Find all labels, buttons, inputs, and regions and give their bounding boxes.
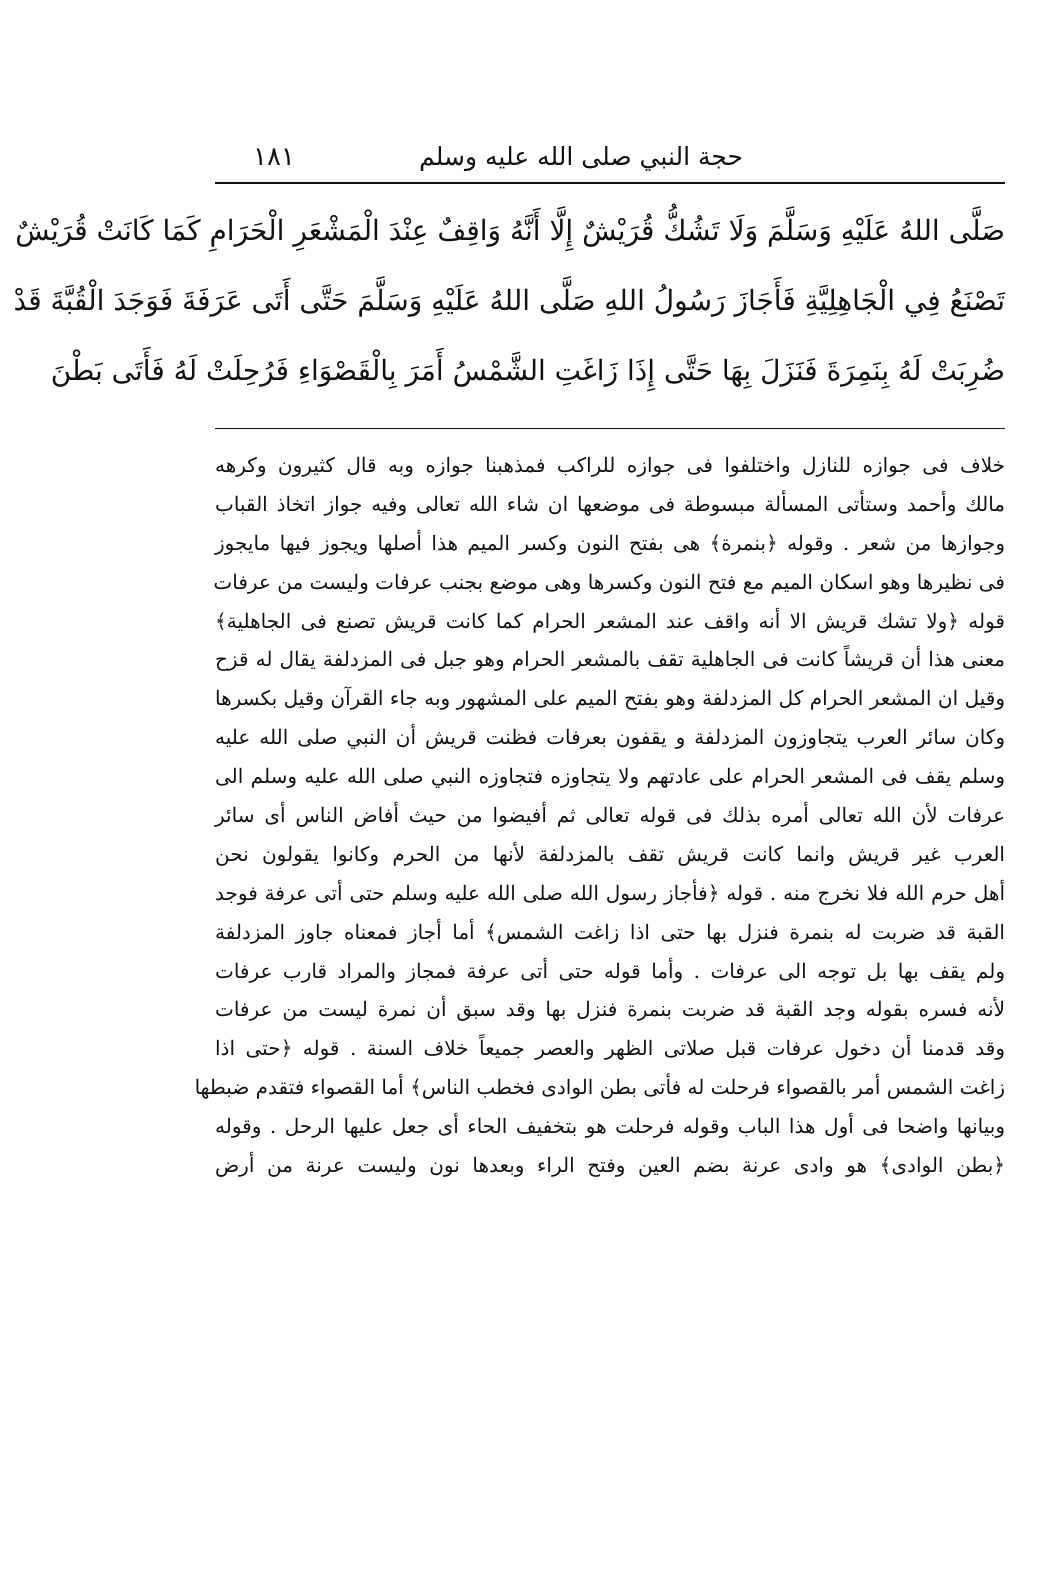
running-title: حجة النبي صلى الله عليه وسلم: [419, 142, 743, 171]
commentary-line: وقيل ان المشعر الحرام كل المزدلفة وهو بفتح الميم على المشهور وبه جاء القرآن وقيل بكسرها: [215, 686, 1005, 711]
hadith-line: تَصْنَعُ فِي الْجَاهِلِيَّةِ فَأَجَازَ رَسُولُ اللهِ صَلَّى اللهُ عَلَيْهِ وَسَلَّمَ حَتَّى أَتَى عَرَفَةَ فَوَجَدَ الْقُبَّةَ قَدْ: [13, 284, 1005, 317]
commentary-line: خلاف فى جوازه للنازل واختلفوا فى جوازه للراكب فمذهبنا جوازه وبه قال كثيرون وكرهه: [215, 453, 1005, 477]
commentary-line: زاغت الشمس أمر بالقصواء فرحلت له فأتى بطن الوادى فخطب الناس﴾ أما القصواء فتقدم ضبطها: [194, 1075, 1005, 1100]
commentary-line: القبة قد ضربت له بنمرة فنزل بها حتى اذا زاغت الشمس﴾ أما أجاز فمعناه جاوز المزدلفة: [215, 919, 1005, 944]
commentary-line: ﴿بطن الوادى﴾ هو وادى عرنة بضم العين وفتح الراء وبعدها نون وليست عرنة من أرض: [215, 1153, 1005, 1178]
commentary-line: وكان سائر العرب يتجاوزون المزدلفة و يقفون بعرفات فظنت قريش أن النبي صلى الله عليه: [215, 725, 1005, 750]
page-header: [215, 136, 1005, 180]
section-divider-rule: [215, 428, 1005, 429]
hadith-line: صَلَّى اللهُ عَلَيْهِ وَسَلَّمَ وَلَا تَشُكُّ قُرَيْشٌ إِلَّا أَنَّهُ وَاقِفٌ عِنْدَ الْمَشْعَرِ الْحَرَامِ كَمَا كَانَتْ قُرَيْشٌ: [15, 214, 1005, 247]
commentary-line: وقد قدمنا أن دخول عرفات قبل صلاتى الظهر والعصر جميعاً خلاف السنة . قوله ﴿حتى اذا: [215, 1036, 1005, 1061]
hadith-text-block: [13, 196, 1005, 406]
commentary-text-block: [194, 446, 1005, 1185]
header-rule: [215, 182, 1005, 184]
commentary-line: العرب غير قريش وانما كانت قريش تقف بالمزدلفة لأنها من الحرم وكانوا يقولون نحن: [215, 841, 1005, 866]
commentary-line: ولم يقف بها بل توجه الى عرفات . وأما قوله حتى أتى عرفة فمجاز والمراد قارب عرفات: [215, 958, 1005, 983]
commentary-line: وسلم يقف فى المشعر الحرام على عادتهم ولا يتجاوزه فتجاوزه النبي صلى الله عليه وسلم الى: [215, 764, 1005, 789]
hadith-line: ضُرِبَتْ لَهُ بِنَمِرَةَ فَنَزَلَ بِهَا حَتَّى إِذَا زَاغَتِ الشَّمْسُ أَمَرَ بِالْقَصْوَاءِ فَرُحِلَتْ لَهُ فَأَتَى بَطْنَ: [50, 354, 1005, 387]
commentary-line: وجوازها من شعر . وقوله ﴿بنمرة﴾ هى بفتح النون وكسر الميم هذا أصلها ويجوز فيها مايجوز: [215, 530, 1005, 555]
commentary-line: أهل حرم الله فلا نخرج منه . قوله ﴿فأجاز رسول الله صلى الله عليه وسلم حتى أتى عرفة فوجد: [215, 880, 1005, 905]
commentary-line: قوله ﴿ولا تشك قريش الا أنه واقف عند المشعر الحرام كما كانت قريش تصنع فى الجاهلية﴾: [215, 608, 1005, 633]
commentary-line: وبيانها واضحا فى أول هذا الباب وقوله فرحلت هو بتخفيف الحاء أى جعل عليها الرحل . وقوله: [215, 1114, 1005, 1139]
commentary-line: مالك وأحمد وستأتى المسألة مبسوطة فى موضعها ان شاء الله تعالى وفيه جواز اتخاذ القباب: [215, 491, 1005, 516]
commentary-line: عرفات لأن الله تعالى أمره بذلك فى قوله تعالى ثم أفيضوا من حيث أفاض الناس أى سائر: [215, 803, 1005, 828]
commentary-line: معنى هذا أن قريشاً كانت فى الجاهلية تقف بالمشعر الحرام وهو جبل فى المزدلفة يقال له قزح: [215, 647, 1005, 672]
commentary-line: فى نظيرها وهو اسكان الميم مع فتح النون وكسرها وهى موضع بجنب عرفات وليست من عرفات: [213, 569, 1005, 594]
commentary-line: لأنه فسره بقوله وجد القبة قد ضربت بنمرة فنزل بها وقد سبق أن نمرة ليست من عرفات: [215, 997, 1005, 1022]
page-number: ١٨١: [253, 142, 295, 172]
